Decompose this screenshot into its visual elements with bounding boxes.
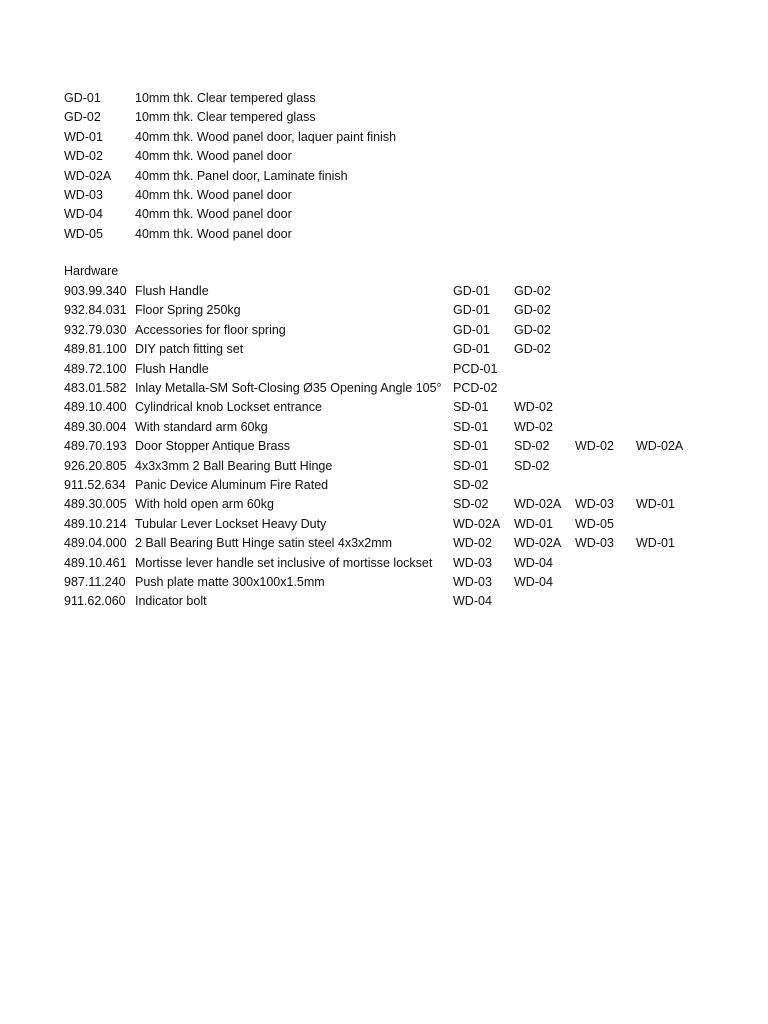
door-reference: SD-01: [453, 400, 489, 415]
hardware-description: Panic Device Aluminum Fire Rated: [135, 478, 329, 492]
door-reference: PCD-02: [453, 381, 498, 395]
door-reference: PCD-01: [453, 361, 498, 376]
hardware-description: Push plate matte 300x100x1.5mm: [135, 575, 325, 589]
hardware-heading: Hardware: [64, 264, 119, 278]
door-reference: WD-04: [514, 575, 553, 589]
hardware-description: Accessories for floor spring: [135, 322, 286, 337]
door-reference: WD-01: [636, 536, 675, 551]
door-reference: GD-02: [514, 322, 551, 337]
hardware-code: 489.30.004: [64, 419, 127, 434]
door-reference: WD-02: [514, 400, 553, 415]
hardware-code: 489.70.193: [64, 439, 127, 454]
door-description: 40mm thk. Wood panel door: [135, 207, 292, 222]
hardware-code: 489.81.100: [64, 342, 127, 357]
hardware-code: 489.30.005: [64, 497, 127, 512]
door-description: 40mm thk. Wood panel door: [135, 149, 292, 164]
door-reference: WD-03: [575, 536, 614, 551]
door-reference: WD-02: [575, 439, 614, 454]
door-reference: SD-02: [453, 497, 489, 512]
door-code: WD-01: [64, 129, 103, 144]
door-description: 10mm thk. Clear tempered glass: [135, 110, 316, 125]
hardware-description: With standard arm 60kg: [135, 419, 268, 434]
door-code: GD-02: [64, 110, 101, 125]
hardware-description: With hold open arm 60kg: [135, 497, 274, 512]
door-reference: WD-03: [453, 555, 492, 570]
door-reference: GD-01: [453, 284, 490, 298]
door-code: WD-02A: [64, 168, 112, 183]
door-reference: WD-01: [514, 516, 553, 531]
hardware-code: 489.72.100: [64, 361, 127, 376]
door-reference: WD-02: [453, 536, 492, 551]
door-description: 40mm thk. Panel door, Laminate finish: [135, 168, 348, 183]
door-reference: GD-02: [514, 284, 551, 298]
hardware-description: Floor Spring 250kg: [135, 303, 241, 318]
door-reference: SD-01: [453, 439, 489, 454]
door-code: WD-05: [64, 226, 103, 241]
door-reference: GD-01: [453, 342, 490, 357]
door-code: GD-01: [64, 91, 101, 105]
hardware-code: 489.10.461: [64, 555, 127, 570]
hardware-code: 489.10.214: [64, 516, 127, 531]
hardware-code: 926.20.805: [64, 458, 127, 473]
hardware-description: Inlay Metalla-SM Soft-Closing Ø35 Opening Angle 105°: [135, 381, 442, 395]
hardware-description: Flush Handle: [135, 361, 209, 376]
door-reference: WD-02A: [514, 536, 562, 551]
hardware-code: 911.52.634: [64, 478, 126, 492]
door-reference: WD-02A: [514, 497, 562, 512]
door-reference: GD-02: [514, 342, 551, 357]
hardware-code: 932.79.030: [64, 322, 127, 337]
door-reference: WD-04: [514, 555, 553, 570]
hardware-code: 932.84.031: [64, 303, 127, 318]
door-description: 40mm thk. Wood panel door: [135, 226, 292, 241]
hardware-code: 489.04.000: [64, 536, 127, 551]
door-code: WD-03: [64, 188, 103, 202]
door-reference: WD-01: [636, 497, 675, 512]
hardware-description: Tubular Lever Lockset Heavy Duty: [135, 516, 327, 531]
hardware-description: Indicator bolt: [135, 594, 207, 609]
door-reference: WD-05: [575, 516, 614, 531]
hardware-description: 2 Ball Bearing Butt Hinge satin steel 4x3x2mm: [135, 536, 393, 551]
hardware-code: 483.01.582: [64, 381, 127, 395]
door-reference: WD-03: [575, 497, 614, 512]
hardware-code: 911.62.060: [64, 594, 126, 609]
door-reference: GD-01: [453, 303, 490, 318]
door-reference: WD-02: [514, 419, 553, 434]
door-reference: SD-02: [514, 458, 550, 473]
hardware-description: 4x3x3mm 2 Ball Bearing Butt Hinge: [135, 458, 333, 473]
door-code: WD-02: [64, 149, 103, 164]
door-reference: WD-04: [453, 594, 492, 609]
door-reference: WD-03: [453, 575, 492, 589]
door-reference: SD-02: [453, 478, 489, 492]
door-code: WD-04: [64, 207, 103, 222]
door-reference: SD-01: [453, 458, 489, 473]
door-description: 10mm thk. Clear tempered glass: [135, 91, 316, 105]
door-reference: GD-02: [514, 303, 551, 318]
hardware-code: 987.11.240: [64, 575, 126, 589]
hardware-code: 489.10.400: [64, 400, 127, 415]
door-reference: WD-02A: [636, 439, 684, 454]
door-reference: SD-02: [514, 439, 550, 454]
door-description: 40mm thk. Wood panel door, laquer paint finish: [135, 129, 397, 144]
door-reference: WD-02A: [453, 516, 501, 531]
hardware-description: Mortisse lever handle set inclusive of mortisse lockset: [135, 555, 433, 570]
door-reference: GD-01: [453, 322, 490, 337]
hardware-description: Door Stopper Antique Brass: [135, 439, 290, 454]
hardware-description: DIY patch fitting set: [135, 342, 244, 357]
hardware-description: Flush Handle: [135, 284, 209, 298]
hardware-description: Cylindrical knob Lockset entrance: [135, 400, 322, 415]
door-description: 40mm thk. Wood panel door: [135, 188, 292, 202]
door-reference: SD-01: [453, 419, 489, 434]
hardware-code: 903.99.340: [64, 284, 127, 298]
